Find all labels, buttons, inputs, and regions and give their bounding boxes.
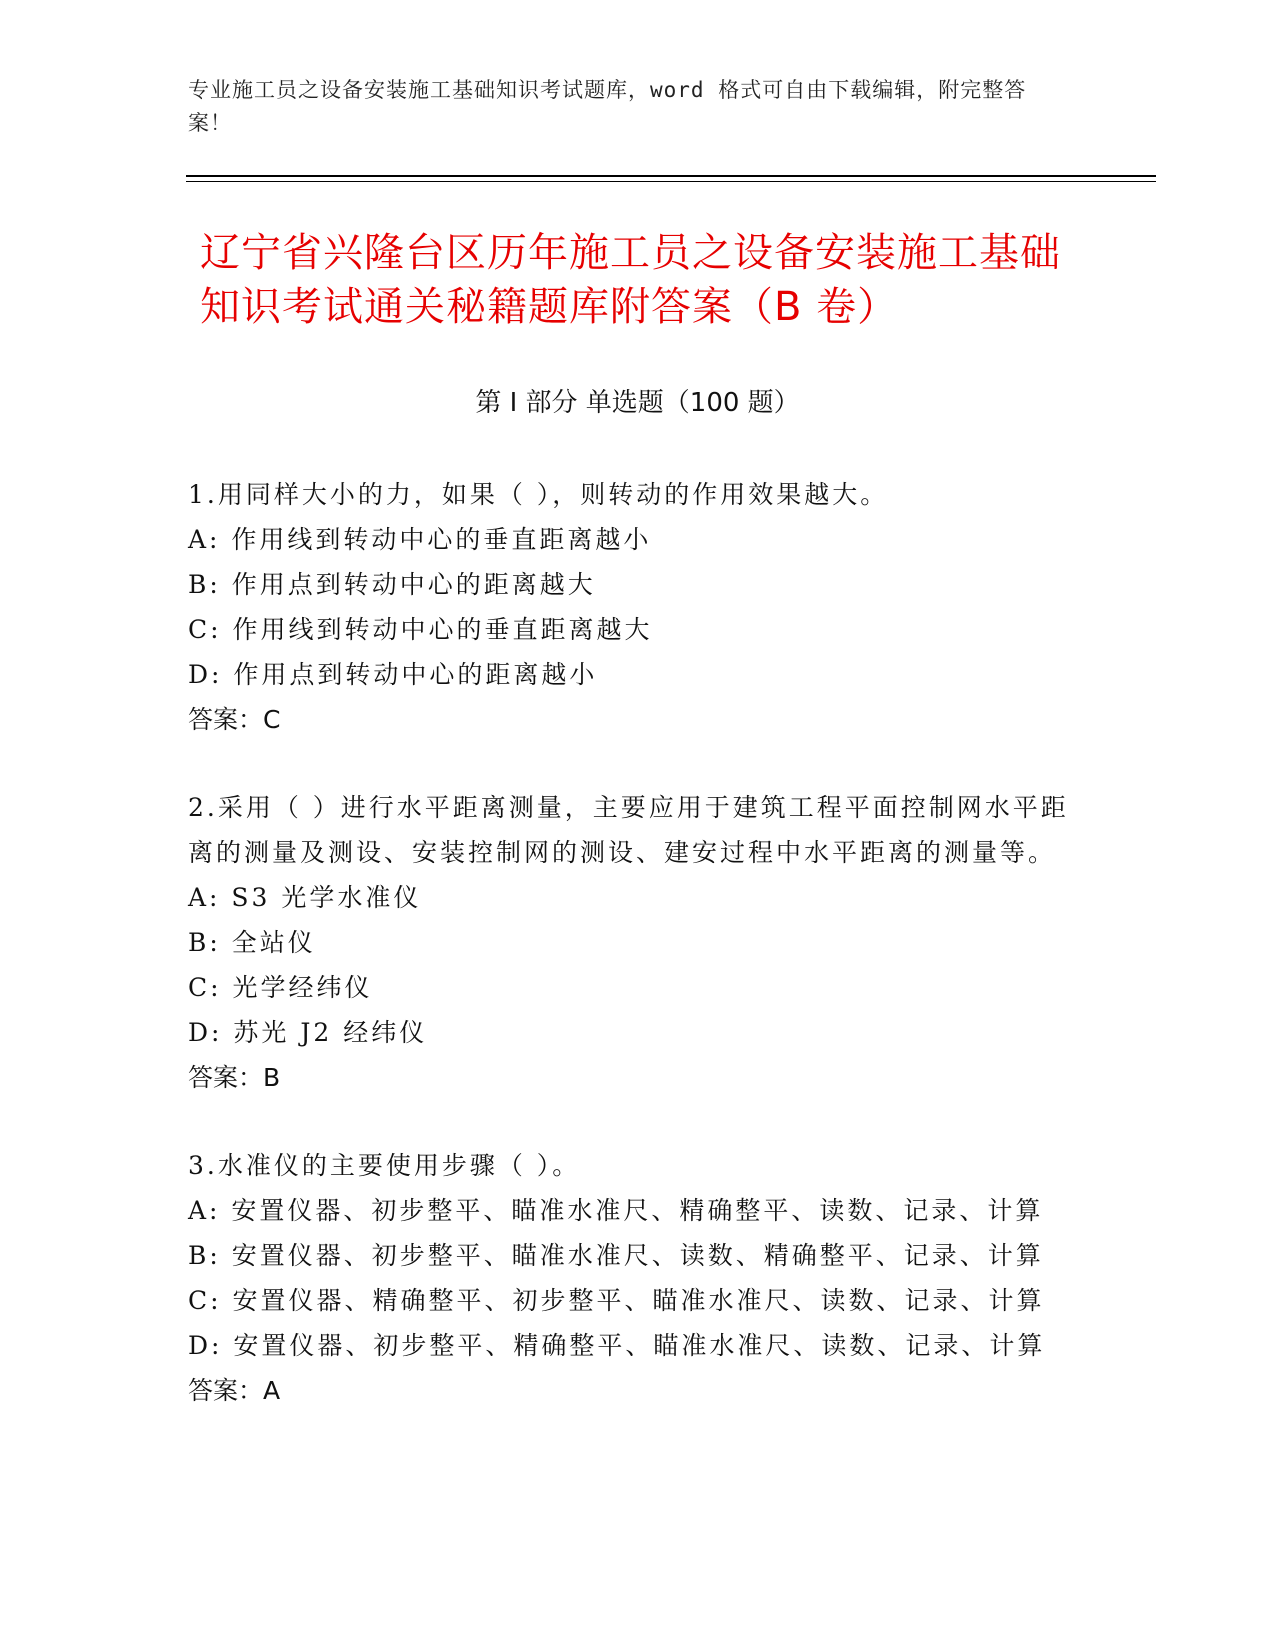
header-divider-thin [186,181,1156,182]
question-3 [188,1143,1088,1413]
option-c: C: 安置仪器、精确整平、初步整平、瞄准水准尺、读数、记录、计算 [188,1286,1045,1315]
option-d: D: 安置仪器、初步整平、精确整平、瞄准水准尺、读数、记录、计算 [188,1331,1046,1360]
option-a: A: 作用线到转动中心的垂直距离越小 [188,525,652,554]
question-list [188,472,1088,1456]
answer: 答案：C [188,705,281,734]
option-b: B: 全站仪 [188,928,316,957]
option-b: B: 安置仪器、初步整平、瞄准水准尺、读数、精确整平、记录、计算 [188,1241,1044,1270]
option-c: C: 光学经纬仪 [188,973,373,1002]
section-title: 第 I 部分 单选题（100 题） [475,388,800,418]
option-a: A: S3 光学水准仪 [188,883,422,912]
option-c: C: 作用线到转动中心的垂直距离越大 [188,615,653,644]
option-d: D: 苏光 J2 经纬仪 [188,1018,428,1047]
question-stem: 3.水准仪的主要使用步骤（ ）。 [188,1151,581,1180]
question-1 [188,472,1088,742]
document-title: 辽宁省兴隆台区历年施工员之设备安装施工基础知识考试通关秘籍题库附答案（B 卷） [200,230,1061,330]
header-divider-thick [186,175,1156,177]
option-d: D: 作用点到转动中心的距离越小 [188,660,598,689]
question-stem: 1.用同样大小的力，如果（ ），则转动的作用效果越大。 [188,480,889,509]
question-2 [188,785,1088,1100]
answer: 答案：A [188,1376,281,1405]
header-note: 专业施工员之设备安装施工基础知识考试题库，word 格式可自由下载编辑，附完整答案！ [188,78,1027,135]
option-b: B: 作用点到转动中心的距离越大 [188,570,596,599]
answer: 答案：B [188,1063,281,1092]
option-a: A: 安置仪器、初步整平、瞄准水准尺、精确整平、读数、记录、计算 [188,1196,1044,1225]
question-stem: 2.采用（ ）进行水平距离测量，主要应用于建筑工程平面控制网水平距离的测量及测设、安装控制网的测设、建安过程中水平距离的测量等。 [188,793,1069,867]
